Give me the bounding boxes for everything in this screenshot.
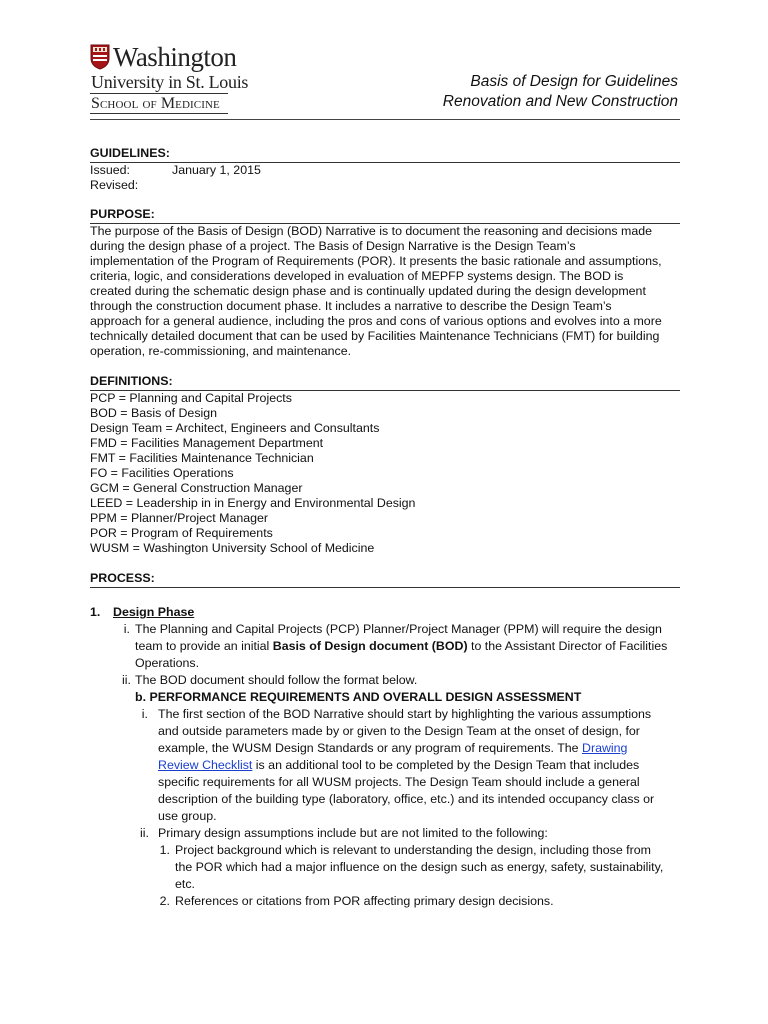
logo-divider xyxy=(90,113,228,114)
assumption-text: References or citations from POR affecting primary design decisions. xyxy=(175,894,554,908)
assumption-marker: 1. xyxy=(159,843,170,857)
document-body xyxy=(90,146,680,910)
definition-item: WUSM = Washington University School of Medicine xyxy=(90,541,375,555)
issued-label: Issued: xyxy=(90,163,130,177)
purpose-line: through the construction document phase. It includes a narrative to describe the Design Team’s xyxy=(90,299,612,313)
substep-ii xyxy=(90,825,680,842)
header-divider xyxy=(90,119,680,120)
assumption-text: Project background which is relevant to understanding the design, including those from xyxy=(175,843,651,857)
substep-text: Primary design assumptions include but are not limited to the following: xyxy=(158,826,548,840)
assumption-marker: 2. xyxy=(159,894,170,908)
assumption-text: the POR which had a major influence on the design such as energy, safety, sustainability, xyxy=(175,860,664,874)
purpose-paragraph xyxy=(90,224,680,359)
definition-item: POR = Program of Requirements xyxy=(90,526,273,540)
purpose-line: The purpose of the Basis of Design (BOD) Narrative is to document the reasoning and decisions made xyxy=(90,224,653,238)
text-segment: team to provide an initial xyxy=(135,639,273,653)
purpose-line: approach for a general audience, including the pros and cons of various options and evolves into a more xyxy=(90,314,662,328)
spacer xyxy=(90,193,680,207)
purpose-line: implementation of the Program of Requirements (POR). It presents the basic rationale and assumptions, xyxy=(90,254,662,268)
step-ii xyxy=(90,672,680,706)
step-text: The BOD document should follow the format below. xyxy=(135,673,418,687)
section-b-heading: b. PERFORMANCE REQUIREMENTS AND OVERALL DESIGN ASSESSMENT xyxy=(135,690,582,704)
substep-marker: i. xyxy=(141,707,148,721)
substep-text xyxy=(158,740,680,757)
substep-text: description of the building type (laboratory, office, etc.) and its intended occupancy class or xyxy=(158,792,655,806)
definition-item: PCP = Planning and Capital Projects xyxy=(90,391,292,405)
shield-icon xyxy=(90,44,110,70)
process-item-design-phase xyxy=(90,604,680,621)
drawing-review-checklist-link[interactable]: Drawing xyxy=(582,741,628,755)
assumption-text: etc. xyxy=(175,877,195,891)
substep-text: use group. xyxy=(158,809,217,823)
revised-label: Revised: xyxy=(90,178,139,192)
step-marker: i. xyxy=(123,622,130,636)
step-text: The Planning and Capital Projects (PCP) Planner/Project Manager (PPM) will require the design xyxy=(135,622,662,636)
assumption-item-2 xyxy=(90,893,680,910)
step-text: Operations. xyxy=(135,656,200,670)
university-logo xyxy=(90,42,249,114)
bod-emphasis: Basis of Design document (BOD) xyxy=(272,639,468,653)
definition-item: FMD = Facilities Management Department xyxy=(90,436,324,450)
item-number: 1. xyxy=(90,605,101,619)
text-segment: to the Assistant Director of Facilities xyxy=(467,639,668,653)
title-line-1: Basis of Design for Guidelines xyxy=(470,73,678,90)
purpose-line: criteria, logic, and considerations developed in evaluation of MEPFP systems design. The BOD is xyxy=(90,269,624,283)
logo-university-subtitle: University in St. Louis xyxy=(91,72,249,92)
step-marker: ii. xyxy=(122,673,131,687)
drawing-review-checklist-link[interactable]: Review Checklist xyxy=(158,758,253,772)
definition-item: BOD = Basis of Design xyxy=(90,406,218,420)
definition-item: GCM = General Construction Manager xyxy=(90,481,303,495)
substep-i xyxy=(90,706,680,825)
process-heading: PROCESS: xyxy=(90,571,680,588)
definitions-list xyxy=(90,391,680,556)
purpose-line: created during the schematic design phase and is continually updated during the design development xyxy=(90,284,646,298)
title-line-2: Renovation and New Construction xyxy=(442,93,678,110)
substep-text xyxy=(158,757,680,774)
process-list xyxy=(90,604,680,910)
substep-marker: ii. xyxy=(140,826,149,840)
guidelines-heading: GUIDELINES: xyxy=(90,146,680,163)
design-phase-title: Design Phase xyxy=(113,605,195,619)
text-segment: example, the WUSM Design Standards or any program of requirements. The xyxy=(158,741,582,755)
spacer xyxy=(90,359,680,374)
purpose-heading: PURPOSE: xyxy=(90,207,680,224)
definition-item: FMT = Facilities Maintenance Technician xyxy=(90,451,314,465)
revised-row xyxy=(90,178,680,193)
text-segment: is an additional tool to be completed by the Design Team that includes xyxy=(252,758,640,772)
substep-text: and outside parameters made by or given to the Design Team at the onset of design, for xyxy=(158,724,640,738)
logo-school-name: School of Medicine xyxy=(91,95,220,112)
step-i xyxy=(90,621,680,672)
logo-university-name: Washington xyxy=(113,42,237,72)
assumption-item-1 xyxy=(90,842,680,893)
spacer xyxy=(90,556,680,571)
purpose-line: operation, re-commissioning, and maintenance. xyxy=(90,344,352,358)
definition-item: FO = Facilities Operations xyxy=(90,466,234,480)
substep-text: The first section of the BOD Narrative should start by highlighting the various assumptions xyxy=(158,707,652,721)
definition-item: PPM = Planner/Project Manager xyxy=(90,511,269,525)
purpose-line: technically detailed document that can be used by Facilities Maintenance Technicians (FMT) for building xyxy=(90,329,660,343)
purpose-line: during the design phase of a project. The Basis of Design Narrative is the Design Team’s xyxy=(90,239,576,253)
step-text xyxy=(135,638,680,655)
issued-row xyxy=(90,163,680,178)
definitions-heading: DEFINITIONS: xyxy=(90,374,680,391)
document-title xyxy=(443,72,678,112)
issued-value: January 1, 2015 xyxy=(172,163,261,177)
definition-item: LEED = Leadership in in Energy and Environmental Design xyxy=(90,496,416,510)
logo-divider xyxy=(90,93,228,94)
definition-item: Design Team = Architect, Engineers and Consultants xyxy=(90,421,380,435)
substep-text: specific requirements for all WUSM projects. The Design Team should include a general xyxy=(158,775,640,789)
